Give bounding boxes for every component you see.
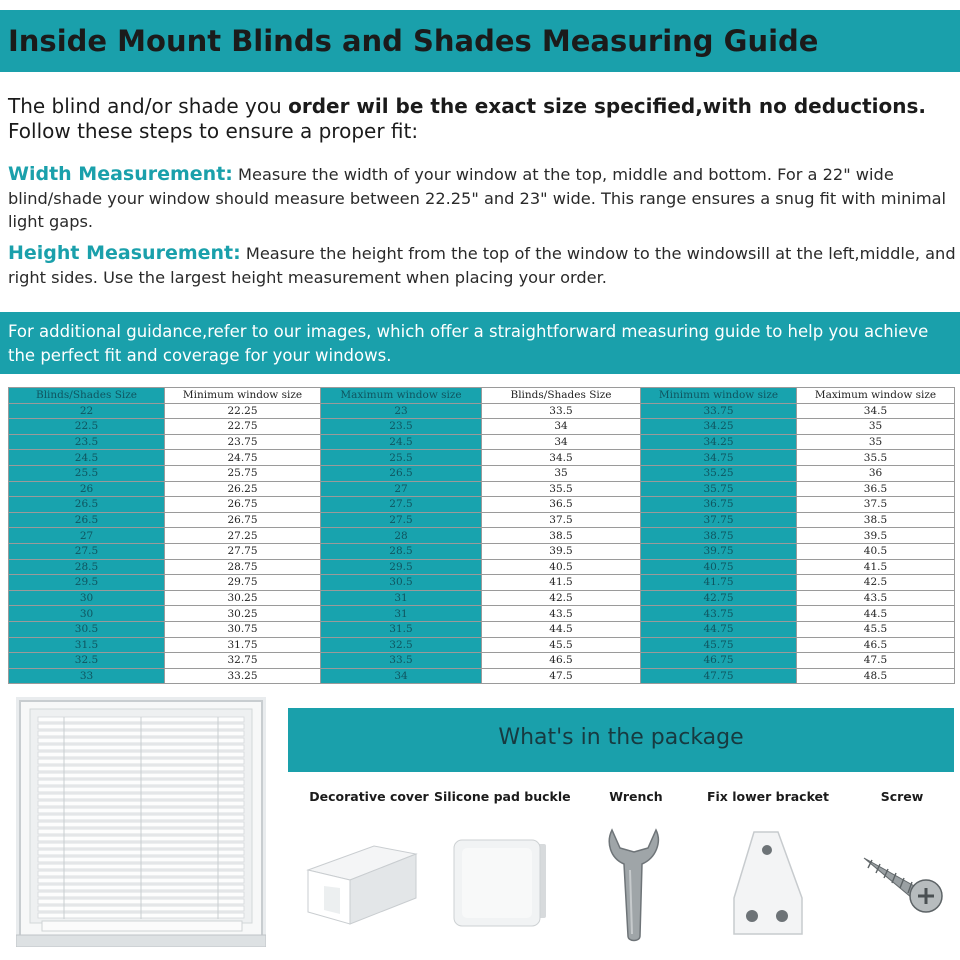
table-cell: 23.75 <box>165 434 321 450</box>
package-item-label: Silicone pad buckle <box>434 789 571 804</box>
table-cell: 43.5 <box>482 606 641 622</box>
table-cell: 34 <box>482 434 641 450</box>
table-cell: 29.75 <box>165 575 321 591</box>
table-cell: 26.25 <box>165 481 321 497</box>
table-cell: 28.5 <box>321 543 482 559</box>
table-cell: 41.5 <box>797 559 955 575</box>
table-cell: 25.75 <box>165 465 321 481</box>
table-cell: 34.5 <box>797 403 955 419</box>
table-cell: 23.5 <box>321 419 482 435</box>
header-cell: Blinds/Shades Size <box>482 388 641 404</box>
table-cell: 33.5 <box>482 403 641 419</box>
guidance-text: For additional guidance,refer to our images, which offer a straightforward measuring guide to help you achieve the perfect fit and coverage for your windows. <box>8 322 929 365</box>
table-cell: 22.75 <box>165 419 321 435</box>
table-cell: 26.5 <box>9 497 165 513</box>
table-cell: 46.75 <box>641 653 797 669</box>
table-cell: 23 <box>321 403 482 419</box>
package-item-label: Fix lower bracket <box>706 789 830 804</box>
table-cell: 47.75 <box>641 668 797 684</box>
table-row <box>9 575 955 591</box>
table-cell: 43.5 <box>797 590 955 606</box>
table-cell: 29.5 <box>321 559 482 575</box>
table-cell: 28 <box>321 528 482 544</box>
table-cell: 45.75 <box>641 637 797 653</box>
height-measurement-section <box>8 242 958 289</box>
table-cell: 34.25 <box>641 434 797 450</box>
table-cell: 22.25 <box>165 403 321 419</box>
table-cell: 35 <box>797 419 955 435</box>
table-cell: 37.5 <box>797 497 955 513</box>
table-cell: 26 <box>9 481 165 497</box>
table-cell: 33.5 <box>321 653 482 669</box>
table-cell: 42.75 <box>641 590 797 606</box>
table-cell: 30.25 <box>165 606 321 622</box>
table-row <box>9 434 955 450</box>
table-cell: 44.75 <box>641 621 797 637</box>
package-item-label: Wrench <box>609 789 663 804</box>
table-row <box>9 606 955 622</box>
width-measurement-text: Measure the width of your window at the top, middle and bottom. For a 22" wide blind/shade your window should measure between 22.25" and 23" wide. This range ensures a snug fit with minimal light gaps. <box>8 165 947 231</box>
table-cell: 25.5 <box>321 450 482 466</box>
header-cell: Maximum window size <box>321 388 482 404</box>
table-cell: 46.5 <box>482 653 641 669</box>
table-cell: 31.75 <box>165 637 321 653</box>
table-cell: 36.5 <box>797 481 955 497</box>
table-cell: 27 <box>9 528 165 544</box>
table-row <box>9 543 955 559</box>
table-cell: 28.5 <box>9 559 165 575</box>
table-cell: 47.5 <box>797 653 955 669</box>
table-cell: 30.5 <box>321 575 482 591</box>
intro-normal: The blind and/or shade you <box>8 94 289 118</box>
table-cell: 34 <box>321 668 482 684</box>
table-cell: 26.5 <box>321 465 482 481</box>
table-cell: 26.5 <box>9 512 165 528</box>
table-cell: 31.5 <box>9 637 165 653</box>
table-cell: 24.5 <box>321 434 482 450</box>
screw-icon <box>860 846 946 916</box>
table-cell: 34.5 <box>482 450 641 466</box>
table-cell: 36.75 <box>641 497 797 513</box>
table-cell: 32.75 <box>165 653 321 669</box>
table-cell: 46.5 <box>797 637 955 653</box>
table-cell: 42.5 <box>797 575 955 591</box>
table-cell: 35.5 <box>482 481 641 497</box>
table-cell: 27.5 <box>321 512 482 528</box>
table-cell: 22 <box>9 403 165 419</box>
table-cell: 26.75 <box>165 497 321 513</box>
table-cell: 35 <box>797 434 955 450</box>
header-cell: Minimum window size <box>165 388 321 404</box>
table-row <box>9 403 955 419</box>
silicone-pad-icon <box>450 836 550 932</box>
table-cell: 45.5 <box>797 621 955 637</box>
table-cell: 39.75 <box>641 543 797 559</box>
table-cell: 30.75 <box>165 621 321 637</box>
table-cell: 35.25 <box>641 465 797 481</box>
intro-bold: order wil be the exact size specified,with no deductions. <box>288 94 927 118</box>
size-table-header <box>9 388 955 404</box>
table-cell: 24.5 <box>9 450 165 466</box>
table-row <box>9 559 955 575</box>
table-cell: 27 <box>321 481 482 497</box>
package-header <box>288 708 954 772</box>
table-cell: 30 <box>9 590 165 606</box>
table-cell: 31 <box>321 606 482 622</box>
table-row <box>9 497 955 513</box>
table-cell: 30.25 <box>165 590 321 606</box>
title-banner <box>0 10 960 72</box>
table-cell: 37.5 <box>482 512 641 528</box>
table-row <box>9 621 955 637</box>
height-measurement-text: Measure the height from the top of the window to the windowsill at the left,middle, and right sides. Use the largest height measurement when placing your order. <box>8 244 956 287</box>
page-title: Inside Mount Blinds and Shades Measuring Guide <box>8 24 819 58</box>
table-cell: 41.5 <box>482 575 641 591</box>
table-cell: 22.5 <box>9 419 165 435</box>
table-row <box>9 668 955 684</box>
height-measurement-heading: Height Measurement: <box>8 242 241 264</box>
table-cell: 32.5 <box>321 637 482 653</box>
table-row <box>9 419 955 435</box>
table-cell: 31.5 <box>321 621 482 637</box>
table-cell: 39.5 <box>797 528 955 544</box>
intro-text <box>8 94 958 144</box>
table-cell: 30.5 <box>9 621 165 637</box>
package-item-label: Decorative cover <box>309 789 429 804</box>
table-cell: 31 <box>321 590 482 606</box>
table-cell: 48.5 <box>797 668 955 684</box>
table-cell: 38.5 <box>797 512 955 528</box>
package-title: What's in the package <box>498 725 744 750</box>
table-cell: 34.75 <box>641 450 797 466</box>
header-cell: Maximum window size <box>797 388 955 404</box>
table-row <box>9 481 955 497</box>
table-cell: 40.5 <box>797 543 955 559</box>
table-row <box>9 653 955 669</box>
decorative-cover-icon <box>300 836 424 926</box>
table-cell: 42.5 <box>482 590 641 606</box>
table-cell: 25.5 <box>9 465 165 481</box>
table-cell: 45.5 <box>482 637 641 653</box>
table-cell: 30 <box>9 606 165 622</box>
table-cell: 40.75 <box>641 559 797 575</box>
table-cell: 36 <box>797 465 955 481</box>
table-cell: 39.5 <box>482 543 641 559</box>
table-cell: 28.75 <box>165 559 321 575</box>
table-cell: 33.25 <box>165 668 321 684</box>
table-cell: 27.25 <box>165 528 321 544</box>
table-cell: 24.75 <box>165 450 321 466</box>
table-cell: 26.75 <box>165 512 321 528</box>
table-row <box>9 637 955 653</box>
table-cell: 37.75 <box>641 512 797 528</box>
table-cell: 27.5 <box>9 543 165 559</box>
window-blind-illustration <box>16 697 266 947</box>
header-cell: Minimum window size <box>641 388 797 404</box>
table-cell: 36.5 <box>482 497 641 513</box>
table-cell: 34 <box>482 419 641 435</box>
table-cell: 35.75 <box>641 481 797 497</box>
size-table <box>8 387 955 684</box>
table-cell: 38.75 <box>641 528 797 544</box>
table-cell: 35.5 <box>797 450 955 466</box>
width-measurement-heading: Width Measurement: <box>8 163 233 185</box>
table-cell: 44.5 <box>797 606 955 622</box>
width-measurement-section <box>8 163 958 234</box>
table-cell: 41.75 <box>641 575 797 591</box>
wrench-icon <box>606 826 662 944</box>
table-cell: 34.25 <box>641 419 797 435</box>
table-cell: 43.75 <box>641 606 797 622</box>
table-row <box>9 450 955 466</box>
table-cell: 23.5 <box>9 434 165 450</box>
intro-line2: Follow these steps to ensure a proper fit: <box>8 119 419 143</box>
bracket-icon <box>728 826 808 942</box>
table-cell: 29.5 <box>9 575 165 591</box>
table-row <box>9 512 955 528</box>
table-cell: 47.5 <box>482 668 641 684</box>
table-cell: 38.5 <box>482 528 641 544</box>
table-row <box>9 528 955 544</box>
table-cell: 40.5 <box>482 559 641 575</box>
table-row <box>9 465 955 481</box>
table-cell: 44.5 <box>482 621 641 637</box>
table-cell: 32.5 <box>9 653 165 669</box>
table-cell: 33.75 <box>641 403 797 419</box>
table-cell: 27.75 <box>165 543 321 559</box>
table-cell: 33 <box>9 668 165 684</box>
header-cell: Blinds/Shades Size <box>9 388 165 404</box>
table-cell: 27.5 <box>321 497 482 513</box>
table-row <box>9 590 955 606</box>
package-item-label: Screw <box>880 789 924 804</box>
guidance-banner <box>0 312 960 374</box>
table-cell: 35 <box>482 465 641 481</box>
